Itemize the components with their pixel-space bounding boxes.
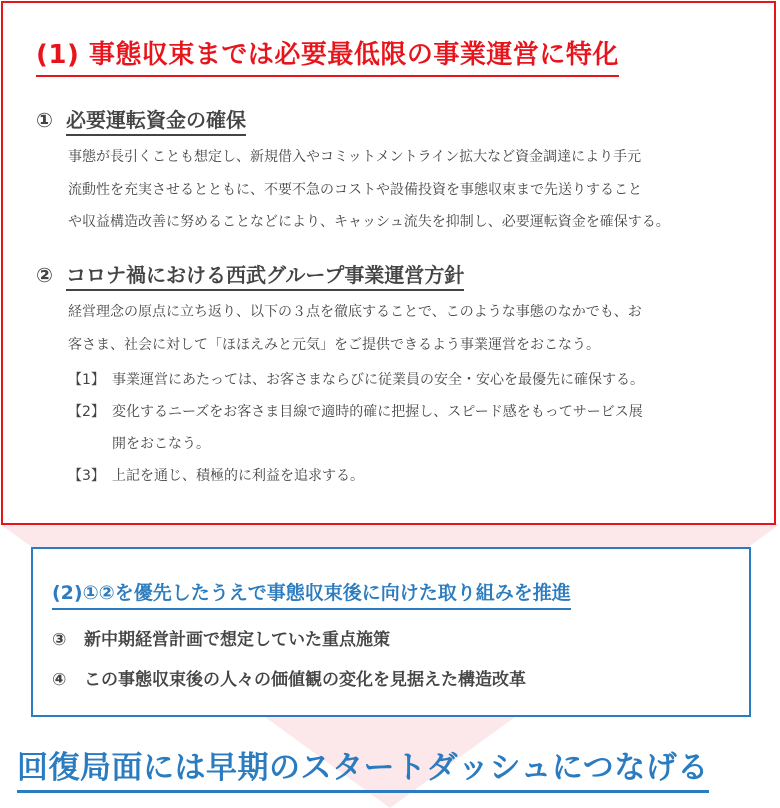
section2-item-3 [52,625,390,650]
policy-item-marker: 【1】 [68,372,105,388]
subsection1-title [36,104,246,133]
subsection1-number: ① [36,108,53,132]
policy-item-1 [68,364,644,396]
policy-item-text: 開をおこなう。 [112,436,210,452]
paragraph-line: や収益構造改善に努めることなどにより、キャッシュ流失を抑制し、必要運転資金を確保する。 [68,214,670,230]
section2-item-text: この事態収束後の人々の価値観の変化を見据えた構造改革 [84,670,526,690]
paragraph-line: 流動性を充実させるとともに、不要不急のコストや設備投資を事態収束まで先送りすること [68,181,642,198]
section2-heading: (2)①②を優先したうえで事態収束後に向けた取り組みを推進 [52,578,571,610]
conclusion-text: 回復局面には早期のスタートダッシュにつなげる [17,742,709,793]
policy-item-text: 上記を通じ、積極的に利益を追求する。 [112,468,364,484]
policy-item-marker: 【2】 [68,404,105,420]
subsection2-paragraph [68,296,642,361]
subsection1-paragraph [68,141,670,239]
section1-heading: (1) 事態収束までは必要最低限の事業運営に特化 [36,34,619,77]
paragraph-line: 事態が長引くことも想定し、新規借入やコミットメントライン拡大など資金調達により手元 [68,149,642,165]
section2-item-text: 新中期経営計画で想定していた重点施策 [84,630,390,650]
section2-item-4 [52,665,526,690]
subsection2-title [36,259,464,288]
subsection2-number: ② [36,263,53,287]
policy-item-2 [68,396,643,460]
section2-item-number: ④ [52,670,67,690]
policy-item-3 [68,460,364,492]
subsection1-label: 必要運転資金の確保 [66,108,246,136]
paragraph-line: 経営理念の原点に立ち返り、以下の３点を徹底することで、このような事態のなかでも、お [68,304,642,320]
policy-item-marker: 【3】 [68,468,105,484]
paragraph-line: 客さま、社会に対して「ほほえみと元気」をご提供できるよう事業運営をおこなう。 [68,336,600,353]
subsection2-label: コロナ禍における西武グループ事業運営方針 [66,263,464,291]
section2-item-number: ③ [52,630,67,650]
policy-item-text: 変化するニーズをお客さま目線で適時的確に把握し、スピード感をもってサービス展 [112,404,643,420]
policy-item-text: 事業運営にあたっては、お客さまならびに従業員の安全・安心を最優先に確保する。 [112,372,644,388]
